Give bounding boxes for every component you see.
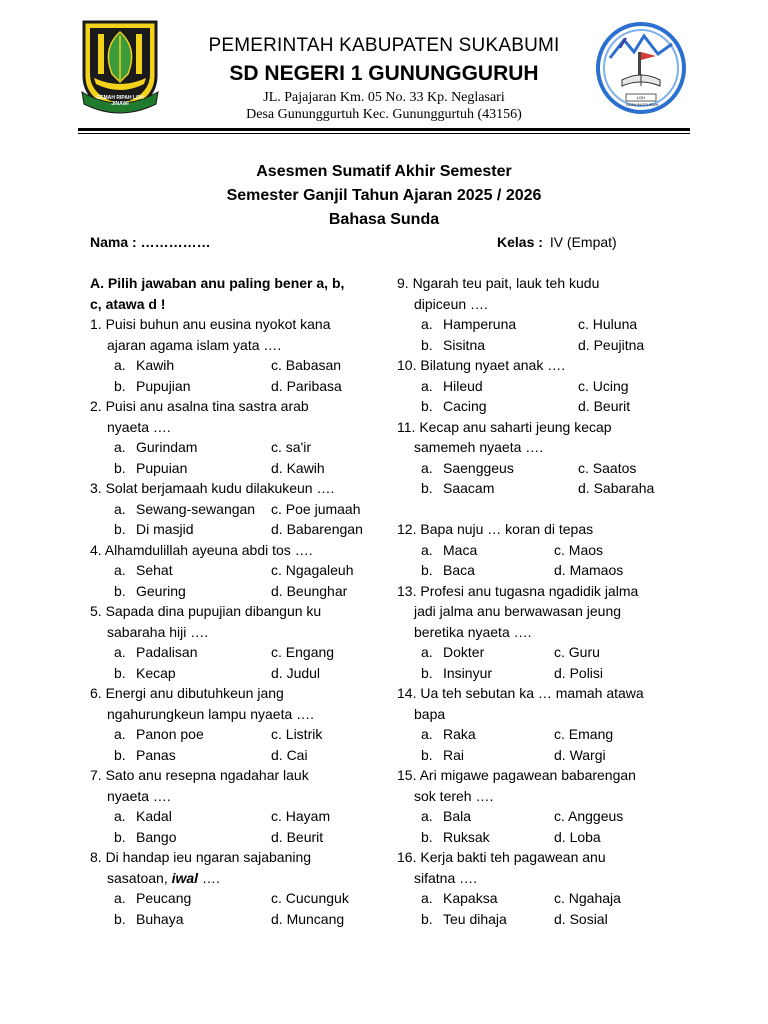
option-row — [397, 642, 697, 663]
option-row — [397, 724, 697, 745]
question-item — [397, 847, 697, 929]
question-line: sok tereh …. — [414, 787, 494, 804]
right-question-column — [397, 273, 697, 929]
answer-option[interactable] — [421, 335, 578, 356]
question-text-continued — [90, 335, 380, 356]
question-text — [90, 540, 380, 561]
option-letter: a. — [421, 377, 433, 394]
option-text: Insinyur — [443, 664, 493, 681]
question-text-continued — [90, 417, 380, 438]
answer-option[interactable]: c. Guru — [554, 644, 600, 660]
question-line: 8. Di handap ieu ngaran sajabaning — [90, 849, 312, 865]
question-line: 15. Ari migawe pagawean babarengan — [397, 767, 636, 783]
question-text-continued — [90, 786, 380, 807]
option-letter: a. — [421, 890, 433, 906]
answer-option[interactable] — [114, 458, 271, 479]
answer-option[interactable] — [421, 888, 554, 909]
option-letter: a. — [421, 808, 433, 824]
question-line: 12. Bapa nuju … koran di tepas — [397, 521, 594, 537]
question-line: sifatna …. — [414, 869, 478, 886]
option-row — [397, 458, 697, 479]
answer-option[interactable]: d. Polisi — [554, 664, 604, 681]
government-name: PEMERINTAH KABUPATEN SUKABUMI — [208, 35, 560, 56]
answer-option[interactable] — [114, 663, 271, 684]
question-line: nyaeta …. — [107, 418, 171, 435]
question-item — [90, 683, 380, 765]
answer-option[interactable] — [421, 909, 554, 930]
answer-option[interactable]: c. Babasan — [271, 357, 342, 373]
name-field[interactable]: …………… — [140, 234, 211, 250]
answer-option[interactable] — [421, 642, 554, 663]
question-item — [90, 601, 380, 683]
option-letter: b. — [114, 521, 126, 537]
question-text-continued — [397, 437, 697, 458]
option-row — [90, 355, 380, 376]
question-text — [397, 683, 697, 704]
option-row — [397, 909, 697, 930]
header-divider-thin — [78, 133, 690, 134]
question-item — [397, 765, 697, 847]
school-address-line1: JL. Pajajaran Km. 05 No. 33 Kp. Neglasari — [263, 90, 505, 105]
option-text: Maca — [443, 541, 478, 558]
option-text: Hamperuna — [443, 316, 517, 332]
answer-option[interactable] — [114, 745, 271, 766]
option-text: Buhaya — [136, 910, 184, 927]
answer-option[interactable]: d. Loba — [554, 828, 601, 845]
answer-option[interactable] — [114, 888, 271, 909]
option-text: Ruksak — [443, 828, 490, 845]
option-row — [397, 376, 697, 397]
answer-option[interactable] — [421, 806, 554, 827]
answer-option[interactable] — [114, 519, 271, 540]
option-text: Cacing — [443, 398, 487, 414]
spacer — [397, 499, 697, 520]
option-text: Panas — [136, 746, 176, 763]
option-text: Pupuian — [136, 459, 188, 476]
option-text: Peucang — [136, 890, 192, 906]
question-line: 11. Kecap anu saharti jeung kecap — [397, 418, 612, 435]
option-row — [90, 376, 380, 397]
student-name-row — [90, 234, 211, 250]
option-text: Pupujian — [136, 377, 191, 394]
question-text — [397, 581, 697, 602]
option-letter: b. — [421, 336, 433, 353]
answer-option[interactable]: d. Cai — [271, 746, 308, 763]
question-text — [90, 847, 380, 868]
question-text-continued — [397, 294, 697, 315]
question-line: dipiceun …. — [414, 295, 488, 312]
option-row — [397, 888, 697, 909]
option-text: Dokter — [443, 644, 485, 660]
option-text: Raka — [443, 726, 476, 742]
answer-option[interactable]: c. Poe jumaah — [271, 500, 361, 517]
exam-title: Asesmen Sumatif Akhir Semester — [256, 163, 512, 180]
question-line: 5. Sapada dina pupujian dibangun ku — [90, 603, 322, 619]
option-letter: b. — [114, 828, 126, 845]
option-text: Panon poe — [136, 726, 204, 742]
section-a-instruction-line2: c, atawa d ! — [90, 295, 166, 312]
option-row — [397, 745, 697, 766]
question-text-continued — [397, 786, 697, 807]
question-item — [90, 540, 380, 602]
answer-option[interactable]: d. Peujitna — [578, 336, 645, 353]
option-row — [397, 335, 697, 356]
question-text — [397, 355, 697, 376]
answer-option[interactable] — [421, 745, 554, 766]
option-letter: b. — [114, 582, 126, 599]
question-item — [90, 314, 380, 396]
answer-option[interactable]: d. Paribasa — [271, 377, 342, 394]
answer-option[interactable]: c. Listrik — [271, 726, 323, 742]
option-row — [90, 888, 380, 909]
question-tail: …. — [198, 869, 220, 886]
option-letter: b. — [421, 398, 433, 414]
question-text-continued — [397, 704, 697, 725]
answer-option[interactable]: d. Mamaos — [554, 562, 624, 578]
option-letter: b. — [421, 480, 433, 496]
option-text: Hileud — [443, 377, 483, 394]
question-line: sabaraha hiji …. — [107, 623, 209, 640]
answer-option[interactable]: d. Judul — [271, 664, 321, 681]
question-line: 9. Ngarah teu pait, lauk teh kudu — [397, 275, 600, 291]
option-letter: a. — [114, 890, 126, 906]
answer-option[interactable]: c. Maos — [554, 541, 604, 558]
option-row — [397, 663, 697, 684]
answer-option[interactable]: c. Ngagaleuh — [271, 562, 354, 578]
section-a-instruction-line1: A. Pilih jawaban anu paling bener a, b, — [90, 275, 345, 291]
option-text: Sewang-sewangan — [136, 500, 256, 517]
option-letter: a. — [114, 500, 126, 517]
question-item — [397, 355, 697, 417]
answer-option[interactable] — [421, 314, 578, 335]
question-line: beretika nyaeta …. — [414, 623, 532, 640]
answer-option[interactable]: d. Beunghar — [271, 582, 348, 599]
option-text: Gurindam — [136, 439, 198, 455]
option-letter: b. — [421, 828, 433, 845]
option-letter: b. — [421, 664, 433, 681]
answer-option[interactable]: d. Beurit — [271, 828, 324, 845]
question-item — [90, 396, 380, 478]
answer-option[interactable]: c. Emang — [554, 726, 614, 742]
option-text: Rai — [443, 746, 465, 763]
question-line: ngahurungkeun lampu nyaeta …. — [107, 705, 315, 722]
answer-option[interactable] — [114, 581, 271, 602]
question-text — [397, 519, 697, 540]
option-letter: a. — [421, 644, 433, 660]
option-text: Bango — [136, 828, 177, 845]
option-letter: a. — [421, 316, 433, 332]
student-class-row — [497, 234, 617, 250]
answer-option[interactable] — [114, 909, 271, 930]
option-letter: a. — [421, 459, 433, 476]
option-letter: b. — [421, 746, 433, 763]
option-text: Kecap — [136, 664, 176, 681]
answer-option[interactable]: d. Wargi — [554, 746, 606, 763]
answer-option[interactable] — [114, 499, 271, 520]
question-text-continued — [397, 868, 697, 889]
answer-option[interactable] — [421, 560, 554, 581]
answer-option[interactable] — [421, 724, 554, 745]
option-text: Bala — [443, 808, 472, 824]
exam-subject: Bahasa Sunda — [328, 211, 440, 228]
option-letter: b. — [114, 664, 126, 681]
option-row — [90, 581, 380, 602]
option-text: Teu dihaja — [443, 910, 507, 927]
option-letter: b. — [114, 746, 126, 763]
answer-option[interactable] — [114, 355, 271, 376]
option-row — [90, 437, 380, 458]
question-item — [397, 519, 697, 581]
question-line: 3. Solat berjamaah kudu dilakukeun …. — [90, 480, 335, 496]
question-line: 13. Profesi anu tugasna ngadidik jalma — [397, 582, 639, 599]
question-line: 6. Energi anu dibutuhkeun jang — [90, 685, 284, 701]
option-row — [397, 396, 697, 417]
option-row — [397, 827, 697, 848]
answer-option[interactable] — [114, 560, 271, 581]
option-row — [90, 458, 380, 479]
option-text: Kawih — [136, 357, 175, 373]
option-row — [90, 519, 380, 540]
option-row — [397, 560, 697, 581]
option-row — [90, 499, 380, 520]
option-row — [397, 806, 697, 827]
question-text-continued — [90, 868, 380, 889]
option-letter: b. — [114, 910, 126, 927]
question-line: jadi jalma anu berwawasan jeung — [414, 603, 622, 619]
question-item — [90, 847, 380, 929]
question-text — [397, 273, 697, 294]
option-row — [397, 478, 697, 499]
school-name: SD NEGERI 1 GUNUNGGURUH — [229, 62, 539, 85]
kabupaten-logo-motto: GEMAH RIPAH LOH JINAWI — [96, 95, 144, 107]
option-text: Sisitna — [443, 336, 486, 353]
answer-option[interactable]: c. Huluna — [578, 316, 638, 332]
option-letter: a. — [114, 357, 126, 373]
question-text — [90, 396, 380, 417]
question-item — [90, 765, 380, 847]
left-question-column — [90, 273, 380, 929]
question-text — [90, 683, 380, 704]
option-letter: b. — [421, 562, 433, 578]
option-text: Saenggeus — [443, 459, 514, 476]
option-text: Baca — [443, 562, 475, 578]
question-item — [397, 273, 697, 355]
question-text — [90, 601, 380, 622]
question-line: 1. Puisi buhun anu eusina nyokot kana — [90, 316, 331, 332]
answer-option[interactable] — [421, 827, 554, 848]
question-line: nyaeta …. — [107, 787, 171, 804]
question-line: 10. Bilatung nyaet anak …. — [397, 357, 566, 373]
answer-option[interactable]: d. Beurit — [578, 398, 631, 414]
answer-option[interactable] — [114, 376, 271, 397]
school-address-line2: Desa Gununggurtuh Kec. Gununggurtuh (43156) — [246, 107, 522, 122]
exam-semester: Semester Ganjil Tahun Ajaran 2025 / 2026 — [226, 187, 542, 204]
answer-option[interactable]: d. Babarengan — [271, 521, 363, 537]
option-letter: b. — [421, 910, 433, 927]
question-text — [397, 417, 697, 438]
question-item — [397, 683, 697, 765]
question-line: 2. Puisi anu asalna tina sastra arab — [90, 398, 309, 414]
question-text — [397, 847, 697, 868]
option-letter: a. — [114, 808, 126, 824]
question-text-continued — [397, 622, 697, 643]
answer-option[interactable]: d. Kawih — [271, 459, 325, 476]
class-value: IV (Empat) — [549, 234, 617, 250]
answer-option[interactable]: d. Muncang — [271, 910, 345, 927]
question-item — [397, 417, 697, 520]
option-row — [90, 642, 380, 663]
answer-option[interactable]: c. Hayam — [271, 808, 331, 824]
option-letter: a. — [114, 439, 126, 455]
option-text: Geuring — [136, 582, 186, 599]
answer-option[interactable] — [421, 663, 554, 684]
option-text: Saacam — [443, 480, 495, 496]
option-text: Padalisan — [136, 644, 198, 660]
answer-option[interactable]: c. sa'ir — [271, 439, 312, 455]
answer-option[interactable]: c. Engang — [271, 644, 335, 660]
option-letter: b. — [114, 459, 126, 476]
question-text — [90, 478, 380, 499]
question-line: bapa — [414, 705, 446, 722]
answer-option[interactable] — [421, 478, 578, 499]
answer-option[interactable] — [421, 376, 578, 397]
option-letter: a. — [421, 726, 433, 742]
question-line: 7. Sato anu resepna ngadahar lauk — [90, 767, 309, 783]
question-text-continued — [397, 601, 697, 622]
school-logo-text: LOH GUNUNGGURUH — [626, 95, 659, 107]
answer-option[interactable] — [114, 806, 271, 827]
answer-option[interactable]: c. Cucunguk — [271, 890, 349, 906]
option-row — [90, 909, 380, 930]
option-text: Sehat — [136, 562, 173, 578]
answer-option[interactable] — [114, 437, 271, 458]
question-line: 4. Alhamdulillah ayeuna abdi tos …. — [90, 541, 313, 558]
question-text — [397, 765, 697, 786]
option-row — [397, 540, 697, 561]
option-row — [90, 663, 380, 684]
question-text — [90, 314, 380, 335]
question-line: sasatoan, — [107, 869, 168, 886]
option-letter: b. — [114, 377, 126, 394]
answer-option[interactable]: c. Anggeus — [554, 808, 624, 824]
header-divider — [78, 128, 690, 131]
option-letter: a. — [114, 726, 126, 742]
option-row — [90, 724, 380, 745]
question-line: ajaran agama islam yata …. — [107, 336, 282, 353]
answer-option[interactable] — [114, 724, 271, 745]
question-text — [90, 765, 380, 786]
question-text-continued — [90, 622, 380, 643]
option-letter: a. — [421, 541, 433, 558]
answer-option[interactable] — [114, 642, 271, 663]
option-row — [397, 314, 697, 335]
answer-option[interactable]: c. Ngahaja — [554, 890, 621, 906]
question-line: 16. Kerja bakti teh pagawean anu — [397, 849, 606, 865]
option-row — [90, 827, 380, 848]
answer-option[interactable]: d. Sosial — [554, 910, 608, 927]
question-emphasis: iwal — [171, 869, 199, 886]
question-text-continued — [90, 704, 380, 725]
answer-option[interactable] — [421, 396, 578, 417]
option-row — [90, 745, 380, 766]
option-row — [90, 560, 380, 581]
option-text: Kadal — [136, 808, 172, 824]
option-letter: a. — [114, 644, 126, 660]
name-label: Nama : — [90, 234, 137, 250]
answer-option[interactable]: c. Saatos — [578, 459, 637, 476]
answer-option[interactable] — [114, 827, 271, 848]
option-text: Di masjid — [136, 521, 194, 537]
question-item — [397, 581, 697, 684]
option-row — [90, 806, 380, 827]
answer-option[interactable]: c. Ucing — [578, 377, 629, 394]
option-letter: a. — [114, 562, 126, 578]
question-line: samemeh nyaeta …. — [414, 439, 544, 455]
question-line: 14. Ua teh sebutan ka … mamah atawa — [397, 685, 644, 701]
answer-option[interactable] — [421, 540, 554, 561]
option-text: Kapaksa — [443, 890, 498, 906]
answer-option[interactable] — [421, 458, 578, 479]
question-item — [90, 478, 380, 540]
class-label: Kelas : — [497, 234, 543, 250]
answer-option[interactable]: d. Sabaraha — [578, 480, 655, 496]
